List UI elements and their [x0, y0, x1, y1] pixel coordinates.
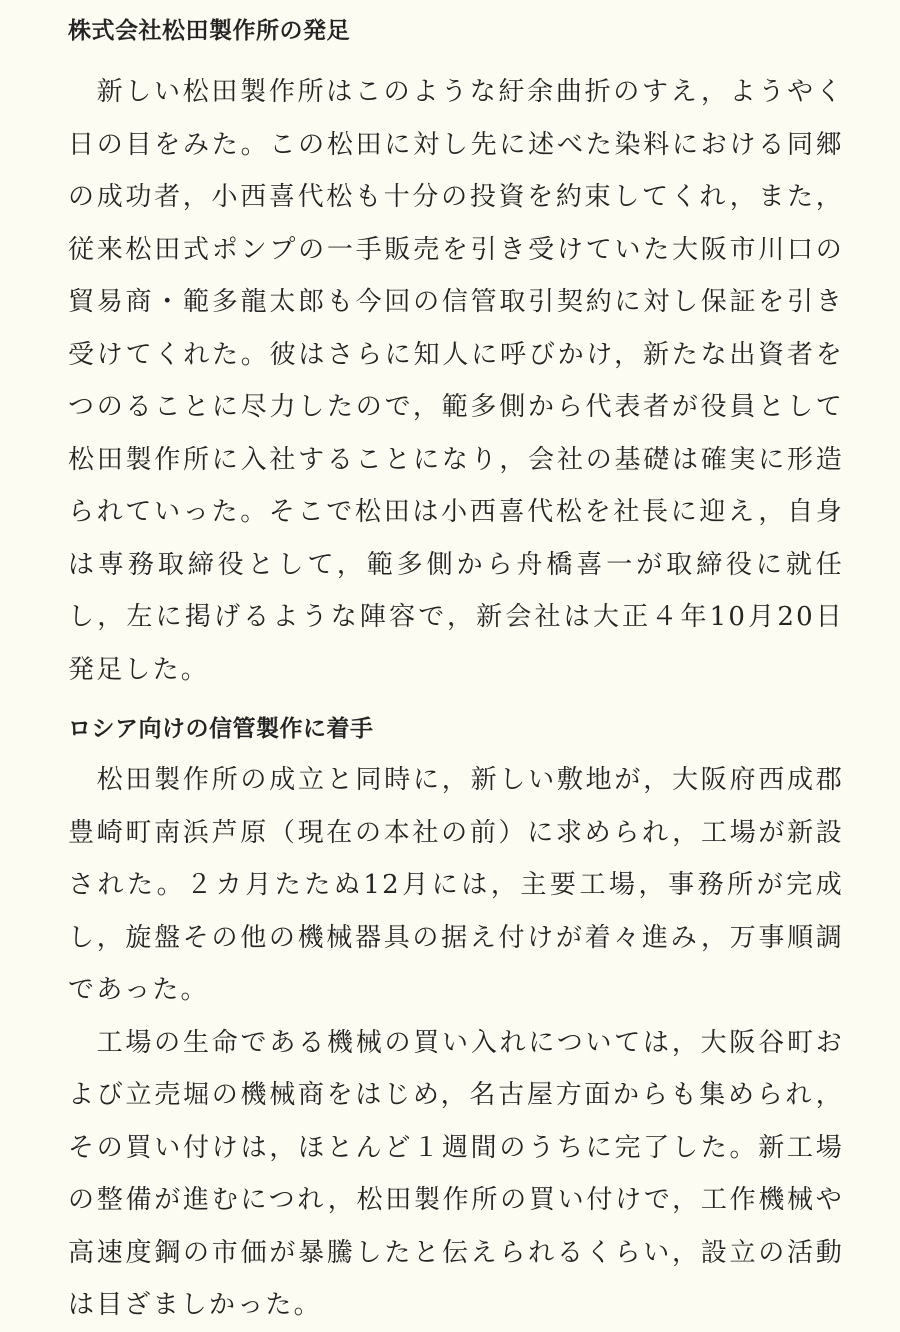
section-heading: ロシア向けの信管製作に着手: [68, 716, 374, 742]
section-founding: [68, 0, 844, 696]
section-heading: 株式会社松田製作所の発足: [68, 18, 350, 44]
body-paragraph: 工場の生命である機械の買い入れについては，大阪谷町および立売堀の機械商をはじめ，名古屋方面からも集められ，その買い付けは，ほとんど１週間のうちに完了した。新工場の整備が進むにつれ，松田製作所の買い付けで，工作機械や高速度鋼の市価が暴騰したと伝えられるくらい，設立の活動は目ざましかった。: [68, 1027, 844, 1320]
body-paragraph: 新しい松田製作所はこのような紆余曲折のすえ，ようやく日の目をみた。この松田に対し先に述べた染料における同郷の成功者，小西喜代松も十分の投資を約束してくれ，また，従来松田式ポンプの一手販売を引き受けていた大阪市川口の貿易商・範多龍太郎も今回の信管取引契約に対し保証を引き受けてくれた。彼はさらに知人に呼びかけ，新たな出資者をつのることに尽力したので，範多側から代表者が役員として松田製作所に入社することになり，会社の基礎は確実に形造られていった。そこで松田は小西喜代松を社長に迎え，自身は専務取締役として，範多側から舟橋喜一が取締役に就任し，左に掲げるような陣容で，新会社は大正４年10月20日発足した。: [68, 77, 844, 685]
section-russian-fuze-production: [68, 714, 844, 1332]
body-paragraph: 松田製作所の成立と同時に，新しい敷地が，大阪府西成郡豊崎町南浜芦原（現在の本社の前）に求められ，工場が新設された。２カ月たたぬ12月には，主要工場，事務所が完成し，旋盤その他の機械器具の据え付けが着々進み，万事順調であった。: [68, 765, 844, 1005]
